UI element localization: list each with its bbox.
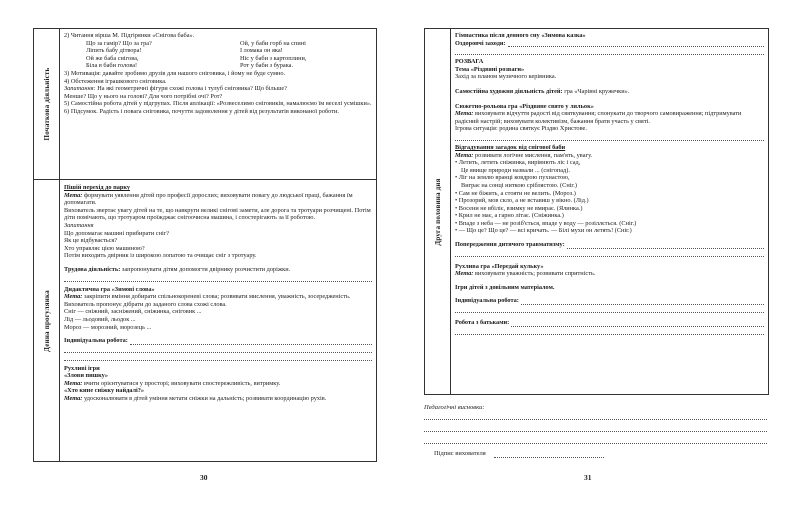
riddle: • — Що це? Що це? — всі кричать. — Білі мухи он летять! (Сніг.) — [455, 227, 632, 235]
word-chain: Мороз — морозний, морозець ... — [64, 323, 152, 331]
walk-end: Потім виходить двірник із широкою лопатою та очищає сніг з тротуару. — [64, 252, 257, 260]
walk-question: Що допомагає машині прибирати сніг? — [64, 229, 170, 237]
art-activity: Самостійна художня діяльність дітей: гра «Чарівні кружечки». — [455, 87, 630, 95]
dotted-line — [424, 412, 767, 420]
dotted-line — [455, 47, 764, 55]
independent-work: 5) Самостійна робота дітей у підгрупах. Після аплікації: «Розвеселимо сніговиків, намалюємо їм веселі усмішки». — [64, 100, 372, 108]
exam-questions: Запитання: На які геометричні фігури схожі голова і тулуб сніговика? Що більше? — [64, 85, 287, 93]
dotted-line — [455, 327, 764, 335]
riddle: • Прозорий, мов скло, а не вставиш у вікно. (Лід.) — [455, 197, 589, 205]
movement-game-1-goal: Мета: вчити орієнтуватися у просторі; виховувати спостережливість, витримку. — [64, 379, 281, 387]
dotted-line — [455, 249, 764, 257]
walk-question: Хто управляє цією машиною? — [64, 244, 145, 252]
individual-work-row: Індивідуальна робота: — [455, 297, 764, 305]
parents-row: Робота з батьками: — [455, 319, 764, 327]
page-number: 31 — [584, 473, 592, 482]
riddle: • Сам не біжить, а стояти не велить. (Мороз.) — [455, 189, 576, 197]
left-plan-table — [33, 28, 377, 462]
fun-theme: Тема «Різдвяні розваги» — [455, 65, 525, 73]
side-label-afternoon: Друга половина дня — [425, 29, 451, 394]
walk-question: Як це відбувається? — [64, 237, 118, 245]
role-situation: Ігрова ситуація: родина святкує Різдво Христове. — [455, 125, 587, 133]
poem-line: Рот у баби з бурака. — [240, 62, 294, 70]
right-plan-table — [424, 28, 769, 395]
dotted-line — [64, 353, 372, 361]
poem-line: Ой, у баби горб на спині — [240, 39, 306, 47]
labor-activity: Трудова діяльність: запропонувати дітям допомогти двірнику розчистити доріжки. — [64, 265, 291, 273]
morning-section — [64, 32, 372, 116]
riddle-title: Відгадування загадок від снігової баби — [455, 143, 566, 151]
conclusions-block — [424, 404, 767, 458]
poem-line: І ломака он яка! — [240, 47, 283, 55]
move-game-goal: Мета: виховувати уважність; розвивати спритність. — [455, 270, 596, 278]
fun-title: РОЗВАГА — [455, 58, 484, 66]
dotted-line — [455, 133, 764, 141]
riddle: Це явище природи назвали ... (снігопад). — [461, 166, 570, 174]
movement-game-1-title: «Злови пишку» — [64, 372, 109, 380]
summary: 6) Підсумок. Радість і повага сніговика, почуття задоволення у дітей від результатів виконаної роботи. — [64, 107, 339, 115]
didactic-game-goal: Мета: закріпити вміння добирати спільнокореневі слова; розвивати мислення, уважність, зосередженість. — [64, 293, 351, 301]
walk-goal: Мета: формувати уявлення дітей про професії дорослих; виховувати повагу до людської праці, бажання їм допомагати. — [64, 191, 353, 207]
individual-work-row: Індивідуальна робота: — [64, 337, 372, 345]
movement-game-2-goal: Мета: удосконалювати в дітей уміння метати сніжки на дальність; розвивати координацію рухів. — [64, 395, 327, 403]
dotted-line — [64, 274, 372, 282]
riddle: Виграє на сонці ниткою сріблястою. (Сніг.) — [461, 181, 577, 189]
didactic-game-text: Вихователь пропонує дібрати до заданого слова схожі слова. — [64, 300, 227, 308]
riddle: • Крил не має, а гарно літає. (Сніжинка.) — [455, 212, 564, 220]
health-row: Оздоровчі заходи: — [455, 40, 764, 48]
left-page — [0, 0, 398, 515]
poem — [64, 40, 372, 70]
walk-text: Вихователь звертає увагу дітей на те, що навкруги великі снігові замети, але дорога та тротуари розчищені. Потім діти помічають, що тротуаром проїжджає снігоочисна машина, і спостерігають за її роботою. — [64, 206, 371, 222]
free-games: Ігри дітей з довільним матеріалом. — [455, 283, 555, 291]
row-divider — [34, 179, 376, 180]
role-game-goal: Мета: виховувати відчуття радості від святкування; спонукати до творчого самовираження; підтримувати радісний настрій; виховувати колективізм, бажання брати участь у святі. — [455, 110, 742, 125]
poem-line: Біла в баби голова! — [86, 62, 138, 70]
side-label-walk: Денна прогулянка — [34, 180, 60, 461]
riddle: • Летить, летить сніжинка, вирівнють ліс і сад, — [455, 159, 581, 167]
fun-plan: Захід за планом музичного керівника. — [455, 73, 557, 81]
exam-title: 4) Обстеження іграшкового сніговика. — [64, 77, 167, 85]
motivation: 3) Мотивація: давайте зробимо друзів для нашого сніговика, і йому не буде сумно. — [64, 69, 286, 77]
signature-row: Підпис вихователя — [424, 450, 767, 458]
riddle: • Ліг на землю вранці ковдрою пухнастою, — [455, 174, 570, 182]
right-page — [402, 0, 800, 515]
gymnastics: Гімнастика після денного сну «Зимова казка» — [455, 32, 586, 39]
movement-games-title: Рухливі ігри — [64, 364, 100, 372]
side-label-morning: Початкова діяльність — [34, 29, 60, 179]
poem-line: Що за гамір? Що за гра? — [86, 39, 152, 47]
afternoon-section — [455, 32, 764, 335]
word-chain: Сніг — сніжний, засніжений, сніжинка, сніговик ... — [64, 308, 202, 316]
walk-section — [64, 184, 372, 403]
dotted-line — [424, 436, 767, 444]
role-game-title: Сюжетно-рольова гра «Різдвяне свято у ляльок» — [455, 102, 594, 110]
didactic-game-title: Дидактична гра «Зимові слова» — [64, 285, 155, 293]
injury-row: Попередження дитячого травматизму: — [455, 241, 764, 249]
riddle-goal: Мета: розвивати логічне мислення, пам'ять, увагу. — [455, 151, 593, 159]
exam-questions-2: Менше? Що у нього на голові? Для чого потрібні очі? Рот? — [64, 92, 223, 100]
movement-game-2-title: «Хто кине сніжку найдалі?» — [64, 387, 145, 395]
walk-title: Пішій перехід до парку — [64, 184, 131, 191]
poem-line: Ліпить бабу дітвора! — [86, 47, 142, 55]
dotted-line — [424, 424, 767, 432]
conclusions-label: Педагогічні висновки: — [424, 404, 485, 411]
word-chain: Лід — льодовий, льодок ... — [64, 315, 136, 323]
riddle: • Впаде з неба — не розіб'ється, впаде у воду — розіллється. (Сніг.) — [455, 219, 637, 227]
move-game-title: Рухлива гра «Передай кульку» — [455, 262, 544, 270]
dotted-line — [64, 345, 372, 353]
dotted-line — [455, 305, 764, 313]
page-number: 30 — [200, 473, 208, 482]
riddle: • Восени не вбіліє, взимку не вмирає. (Ялинка.) — [455, 204, 583, 212]
poem-line: Ой же баба снігова, — [86, 54, 139, 62]
walk-question-label: Запитання — [64, 221, 94, 229]
reading-title: 2) Читання вірша М. Підгірянки «Снігова баба». — [64, 32, 195, 39]
poem-line: Ніс у баби з картоплини, — [240, 54, 307, 62]
